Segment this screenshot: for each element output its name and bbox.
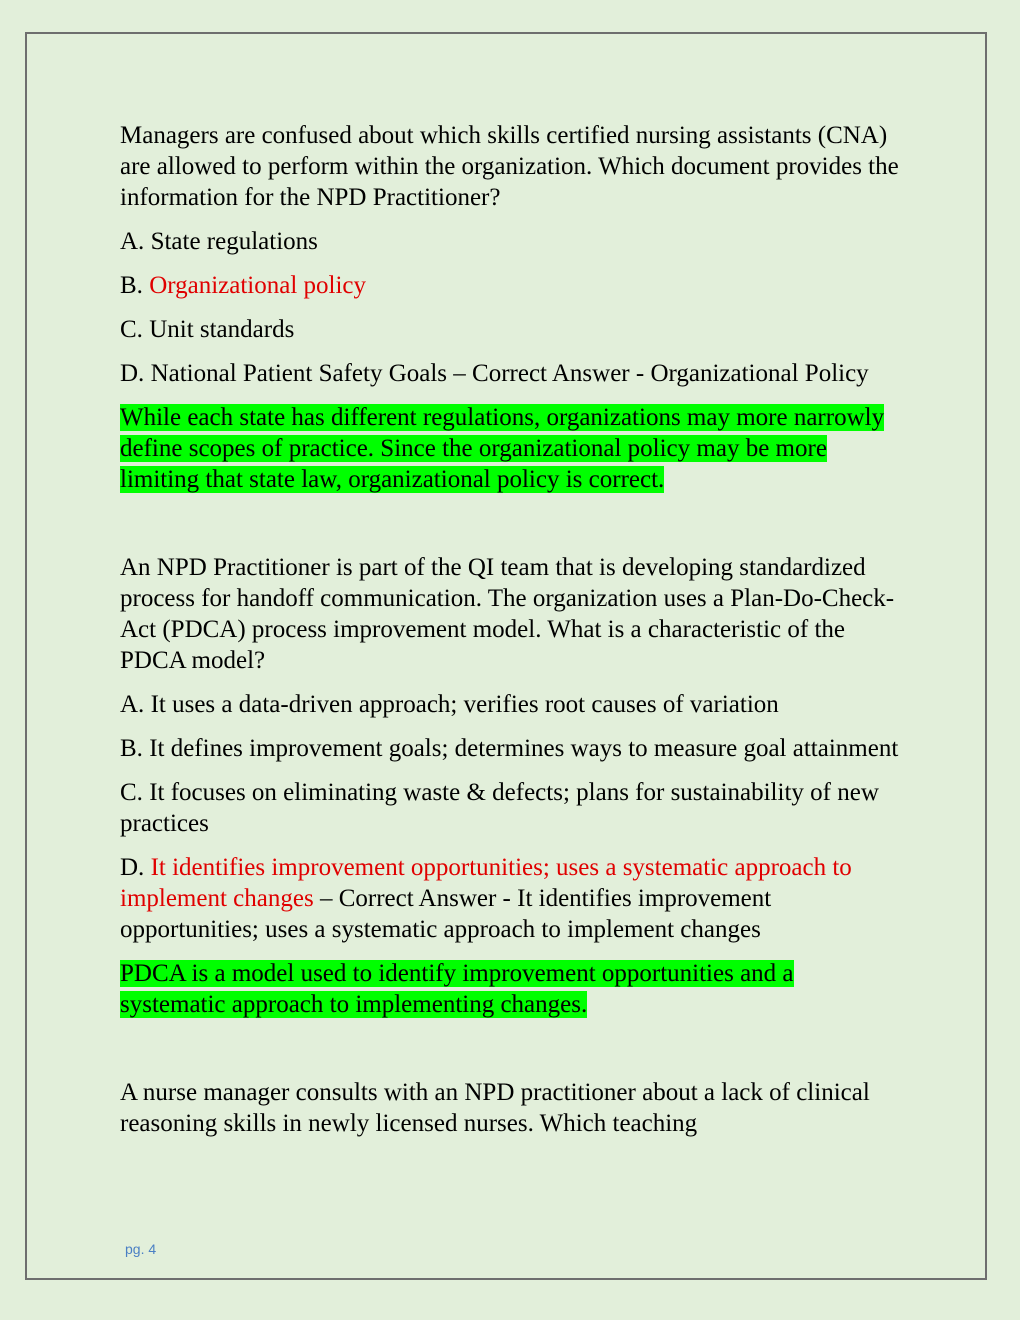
correct-answer-text: Organizational policy (149, 272, 367, 299)
question-2-stem: An NPD Practitioner is part of the QI team that is developing standardized process for handoff communication. The organization uses a Plan-Do-Check-Act (PDCA) process improvement model. What is a characteristic of the PDCA model? (120, 554, 895, 674)
question-1-stem: Managers are confused about which skills certified nursing assistants (CNA) are allowed to perform within the organization. Which document provides the information for the NPD Practitioner? (120, 122, 899, 211)
question-1-option-c: C. Unit standards (120, 316, 295, 343)
question-2-option-a: A. It uses a data-driven approach; verifies root causes of variation (120, 691, 779, 718)
document-body (120, 120, 900, 1139)
question-2-explanation: PDCA is a model used to identify improvement opportunities and a systematic approach to implementing changes. (120, 960, 794, 1018)
question-3-stem: A nurse manager consults with an NPD practitioner about a lack of clinical reasoning skills in newly licensed nurses. Which teaching (120, 1079, 870, 1137)
question-1-option-b: B. Organizational policy (120, 272, 367, 299)
question-1-option-a: A. State regulations (120, 228, 318, 255)
question-2-option-d: D. It identifies improvement opportunities; uses a systematic approach to implement changes – Correct Answer - It identifies improvement opportunities; uses a systematic approach to implement changes (120, 854, 852, 943)
page-number: pg. 4 (125, 1241, 157, 1257)
question-2-option-c: C. It focuses on eliminating waste & defects; plans for sustainability of new practices (120, 779, 879, 837)
question-1-explanation: While each state has different regulations, organizations may more narrowly define scopes of practice. Since the organizational policy may be more limiting that state law, organizational policy is correct. (120, 404, 885, 493)
question-1-option-d: D. National Patient Safety Goals – Correct Answer - Organizational Policy (120, 360, 869, 387)
correct-answer-text: It identifies improvement opportunities; uses a systematic approach to implement changes (120, 854, 852, 912)
question-2-option-b: B. It defines improvement goals; determines ways to measure goal attainment (120, 735, 899, 762)
